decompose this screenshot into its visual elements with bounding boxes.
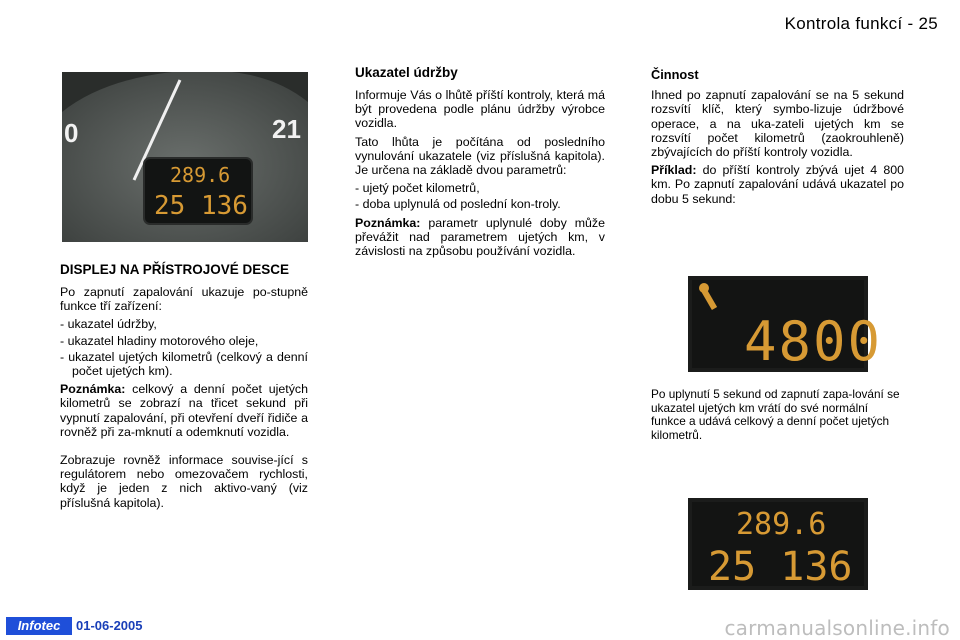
- list-item: - ujetý počet kilometrů,: [355, 181, 480, 196]
- note-label: Poznámka:: [355, 215, 421, 230]
- middle-column: [355, 65, 605, 262]
- gauge-label-left: 0: [64, 118, 79, 148]
- left-column: [60, 262, 308, 514]
- right-p1: Ihned po zapnutí zapalování se na 5 sekund rozsvítí klíč, který symbo-lizuje údržbové operace, a na uka-zateli ujetých km se rozsvítí počet kilometrů (zaokrouhleně) zbývajících do příští kontroly vozidla.: [651, 88, 904, 160]
- page-title: Kontrola funkcí - 25: [784, 14, 938, 33]
- odometer-display-image: [688, 498, 868, 590]
- list-item: - ukazatel hladiny motorového oleje,: [60, 333, 259, 348]
- after-note: Po uplynutí 5 sekund od zapnutí zapa-lování se ukazatel ujetých km vrátí do své normální funkce a udává celkový a denní počet ujetých kilometrů.: [651, 387, 900, 442]
- section-heading-operation: Činnost: [651, 67, 699, 82]
- maintenance-km-value: 4800: [744, 310, 883, 373]
- right-column: [651, 68, 904, 210]
- note-text: celkový a denní počet ujetých kilometrů se zobrazí na třicet sekund při vypnutí zapalování, při otevření dveří řidiče a rovněž při za-mknutí a odemknutí vozidla.: [60, 382, 308, 439]
- list-item: - doba uplynulá od poslední kon-troly.: [355, 197, 561, 212]
- instrument-cluster-image: [62, 72, 308, 242]
- trip-km-value: 289.6: [736, 507, 827, 542]
- section-heading-maintenance: Ukazatel údržby: [355, 65, 458, 80]
- middle-p1: Informuje Vás o lhůtě příští kontroly, která má být provedena podle plánu údržby výrobce vozidla.: [355, 88, 605, 131]
- example-label: Příklad:: [651, 163, 697, 178]
- note-label: Poznámka:: [60, 382, 126, 397]
- list-item: - ukazatel údržby,: [60, 317, 157, 332]
- watermark: carmanualsonline.info: [724, 616, 950, 640]
- infotec-badge: Infotec: [6, 617, 72, 635]
- cluster-display-odometer: 25 136: [154, 191, 248, 221]
- gauge-label-right: 21: [272, 114, 301, 144]
- footer-date: 01-06-2005: [76, 618, 143, 633]
- maintenance-display-image: [688, 276, 883, 373]
- left-extra: Zobrazuje rovněž informace souvise-jící s regulátorem nebo omezovačem rychlosti, když je jeden z nich aktivo-vaný (viz příslušná kapitola).: [60, 453, 308, 510]
- left-intro: Po zapnutí zapalování ukazuje po-stupně funkce tří zařízení:: [60, 285, 308, 314]
- cluster-display-trip: 289.6: [170, 163, 231, 187]
- middle-p2: Tato lhůta je počítána od posledního vynulování ukazatele (viz příslušná kapitola). Je určena na základě dvou parametrů:: [355, 134, 605, 178]
- section-heading-display: DISPLEJ NA PŘÍSTROJOVÉ DESCE: [60, 262, 290, 277]
- list-item: - ukazatel ujetých kilometrů (celkový a denní počet ujetých km).: [60, 349, 308, 379]
- note-text: parametr uplynulé doby může převážit nad parametrem ujetých km, v závislosti na způsobu používání vozidla.: [355, 215, 605, 259]
- example-text: do příští kontroly zbývá ujet 4 800 km. Po zapnutí zapalování udává ukazatel po dobu 5 sekund:: [651, 163, 904, 206]
- total-km-value: 25 136: [708, 544, 853, 590]
